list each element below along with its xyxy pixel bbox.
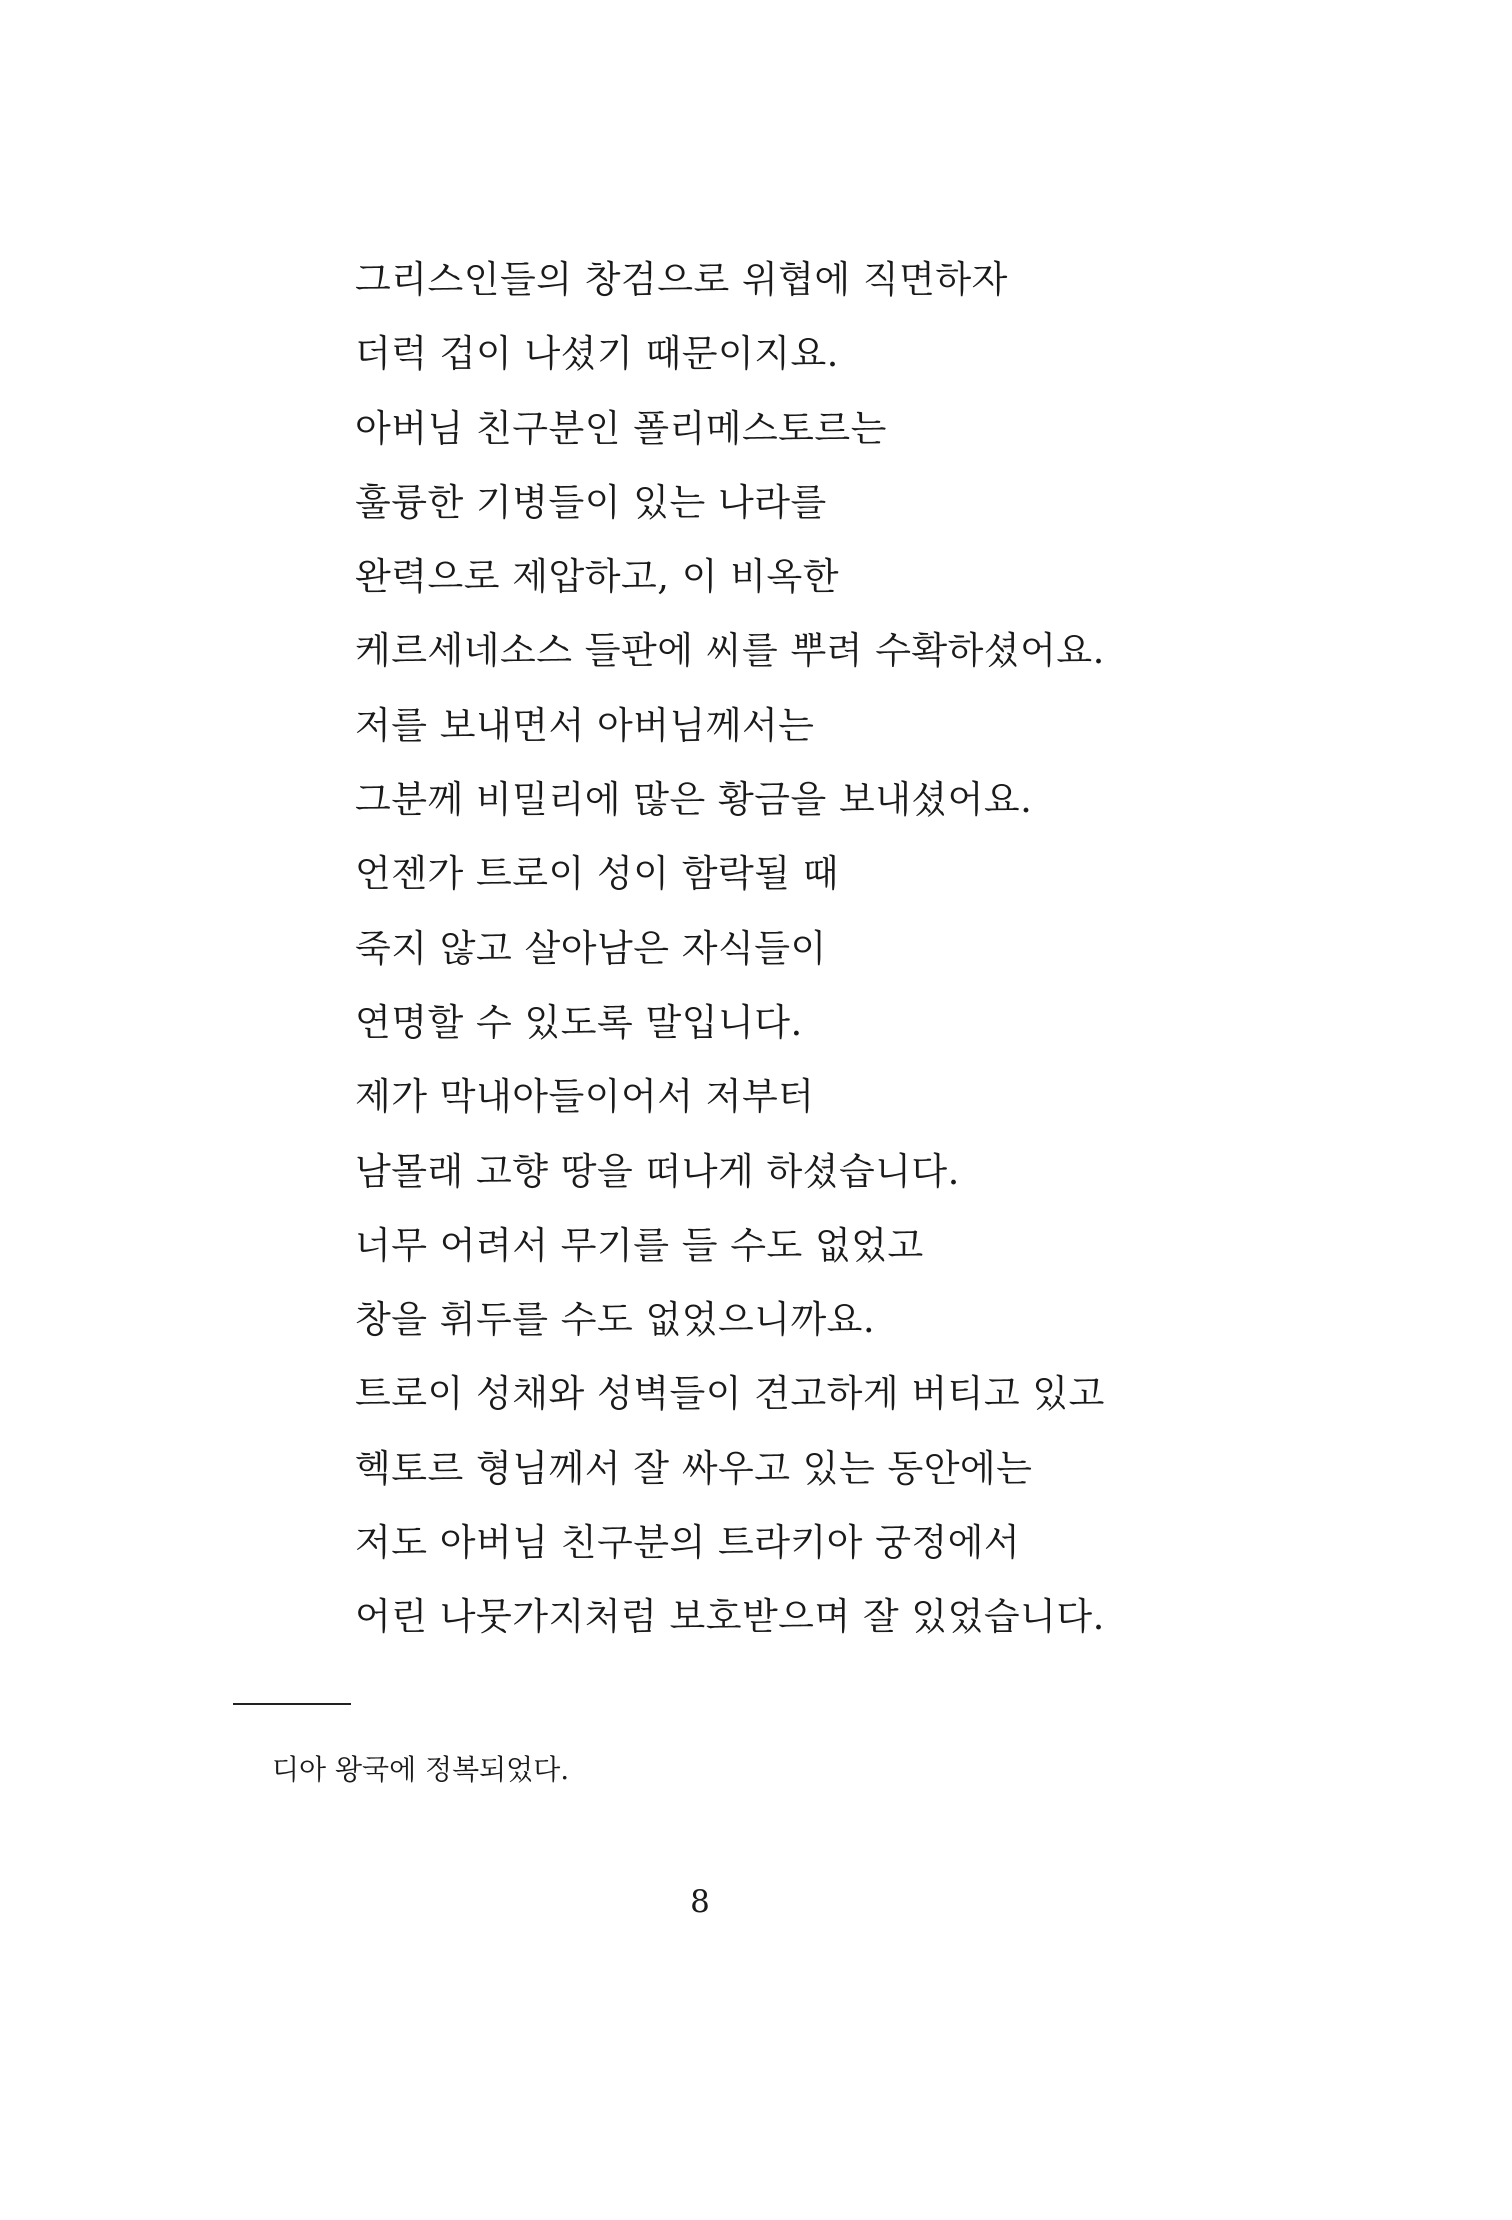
text-line: 언젠가 트로이 성이 함락될 때 <box>355 852 839 896</box>
text-line: 너무 어려서 무기를 들 수도 없었고 <box>355 1223 924 1267</box>
text-line: 더럭 겁이 나셨기 때문이지요. <box>355 332 839 376</box>
footnote-text: 디아 왕국에 정복되었다. <box>272 1753 570 1786</box>
text-line: 훌륭한 기병들이 있는 나라를 <box>355 480 827 524</box>
text-line: 아버님 친구분인 폴리메스토르는 <box>355 406 887 450</box>
text-line: 창을 휘두를 수도 없었으니까요. <box>355 1298 876 1342</box>
body-text <box>355 252 1355 1664</box>
text-line: 헥토르 형님께서 잘 싸우고 있는 동안에는 <box>355 1446 1033 1490</box>
text-line: 케르세네소스 들판에 씨를 뿌려 수확하셨어요. <box>355 629 1105 673</box>
text-line: 저도 아버님 친구분의 트라키아 궁정에서 <box>355 1521 1021 1565</box>
text-line: 그분께 비밀리에 많은 황금을 보내셨어요. <box>355 778 1033 822</box>
text-line: 제가 막내아들이어서 저부터 <box>355 1075 815 1119</box>
text-line: 어린 나뭇가지처럼 보호받으며 잘 있었습니다. <box>355 1595 1105 1639</box>
text-line: 저를 보내면서 아버님께서는 <box>355 703 815 747</box>
text-line: 죽지 않고 살아남은 자식들이 <box>355 926 827 970</box>
text-line: 트로이 성채와 성벽들이 견고하게 버티고 있고 <box>355 1372 1105 1416</box>
page-number: 8 <box>690 1884 710 1920</box>
footnote-divider <box>233 1703 351 1705</box>
text-line: 완력으로 제압하고, 이 비옥한 <box>355 555 839 599</box>
text-line: 그리스인들의 창검으로 위협에 직면하자 <box>355 258 1008 301</box>
text-line: 연명할 수 있도록 말입니다. <box>355 1000 803 1044</box>
text-line: 남몰래 고향 땅을 떠나게 하셨습니다. <box>355 1149 960 1193</box>
